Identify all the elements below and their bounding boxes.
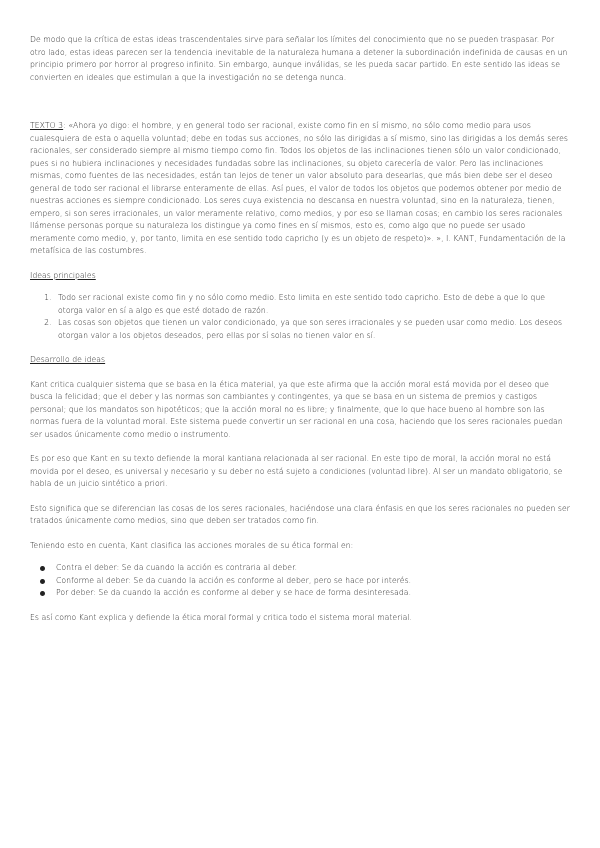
texto-3-label: TEXTO 3 [30,121,64,130]
closing-paragraph: Es así como Kant explica y defiende la ética moral formal y critica todo el sistema moral material. [30,612,413,622]
idea-item: 2. Las cosas son objetos que tienen un valor condicionado, ya que son seres irracionales y se pueden usar como medio. Los deseos otorgan valor a los objetos deseados, pero ellas por sí solas no tienen valor en sí. [54,317,570,342]
desarrollo-heading: Desarrollo de ideas [30,355,106,364]
desarrollo-paragraph: Es por eso que Kant en su texto defiende la moral kantiana relacionada al ser racional. En este tipo de moral, la acción moral no está movida por el deseo, es universal y necesario y su deber no está sujeto a condiciones (voluntad libre). Al ser un mandato obligatorio, se habla de un juicio sintético a priori. [30,454,563,488]
accion-item: Contra el deber: Se da cuando la acción es contraria al deber. [56,562,570,575]
texto-3-paragraph [30,120,570,258]
desarrollo-paragraph: Kant critica cualquier sistema que se basa en la ética material, ya que este afirma que la acción moral está movida por el deseo que busca la felicidad; que el deber y las normas son cambiantes y contingentes, ya que se basa en un sistema de premios y castigos personal; que los mandatos son hipotéticos; que la acción moral no es libre; y finalmente, que lo que hace bueno al hombre son las normas fuera de la voluntad moral. Este sistema puede convertir un ser racional en una cosa, haciendo que los seres racionales puedan ser usados únicamente como medio o instrumento. [30,379,563,439]
desarrollo-paragraph: Esto significa que se diferencian las cosas de los seres racionales, haciéndose una clara énfasis en que los seres racionales no pueden ser tratados únicamente como medios, sino que deben ser tratados como fin. [30,503,570,525]
idea-item: 1. Todo ser racional existe como fin y no sólo como medio. Esto limita en este sentido todo capricho. Esto de debe a que lo que otorga valor en sí a algo es que esté dotado de razón. [54,292,570,317]
texto-3-body: : «Ahora yo digo: el hombre, y en general todo ser racional, existe como fin en sí mismo, no sólo como medio para usos cualesquiera de esta o aquella voluntad; debe en todas sus acciones, no sólo las dirigidas a sí mismo, sino las dirigidas a los demás seres racionales, ser considerado siempre al mismo tiempo como fin. Todos los objetos de las inclinaciones tienen sólo un valor condicionado, pues si no hubiera inclinaciones y necesidades fundadas sobre las inclinaciones, su objeto carecería de valor. Pero las inclinaciones mismas, como fuentes de las necesidades, están tan lejos de tener un valor absoluto para desearlas, que más bien debe ser el deseo general de todo ser racional el librarse enteramente de ellas. Así pues, el valor de todos los objetos que podemos obtener por medio de nuestras acciones es siempre condicionado. Los seres cuya existencia no descansa en nuestra voluntad, sino en la naturaleza, tienen, empero, si son seres irracionales, un valor meramente relativo, como medios, y por eso se llaman cosas; en cambio los seres racionales llámense personas porque su naturaleza los distingue ya como fines en sí mismos, esto es, como algo que no puede ser usado meramente como medio, y, por tanto, limita en ese sentido todo capricho (y es un objeto de respeto)». », I. KANT, Fundamentación de la metafísica de las costumbres. [30,121,568,255]
ideas-principales-heading: Ideas principales [30,270,96,280]
ideas-list [30,292,570,342]
intro-paragraph: De modo que la crítica de estas ideas trascendentales sirve para señalar los límites del conocimiento que no se pueden traspasar. Por otro lado, estas ideas parecen ser la tendencia inevitable de la naturaleza humana a detener la subordinación indefinida de causas en un principio primero por horror al progreso infinito. Sin embargo, aunque inválidas, se les pueda sacar partido. En este sentido las ideas se convierten en ideales que estimulan a que la investigación no se detenga nunca. [30,35,568,82]
acciones-list [30,562,570,600]
desarrollo-paragraph: Teniendo esto en cuenta, Kant clasifica las acciones morales de su ética formal en: [30,540,354,550]
accion-item: Por deber: Se da cuando la acción es conforme al deber y se hace de forma desinteresada. [56,587,570,600]
accion-item: Conforme al deber: Se da cuando la acción es conforme al deber, pero se hace por interés. [56,575,570,588]
